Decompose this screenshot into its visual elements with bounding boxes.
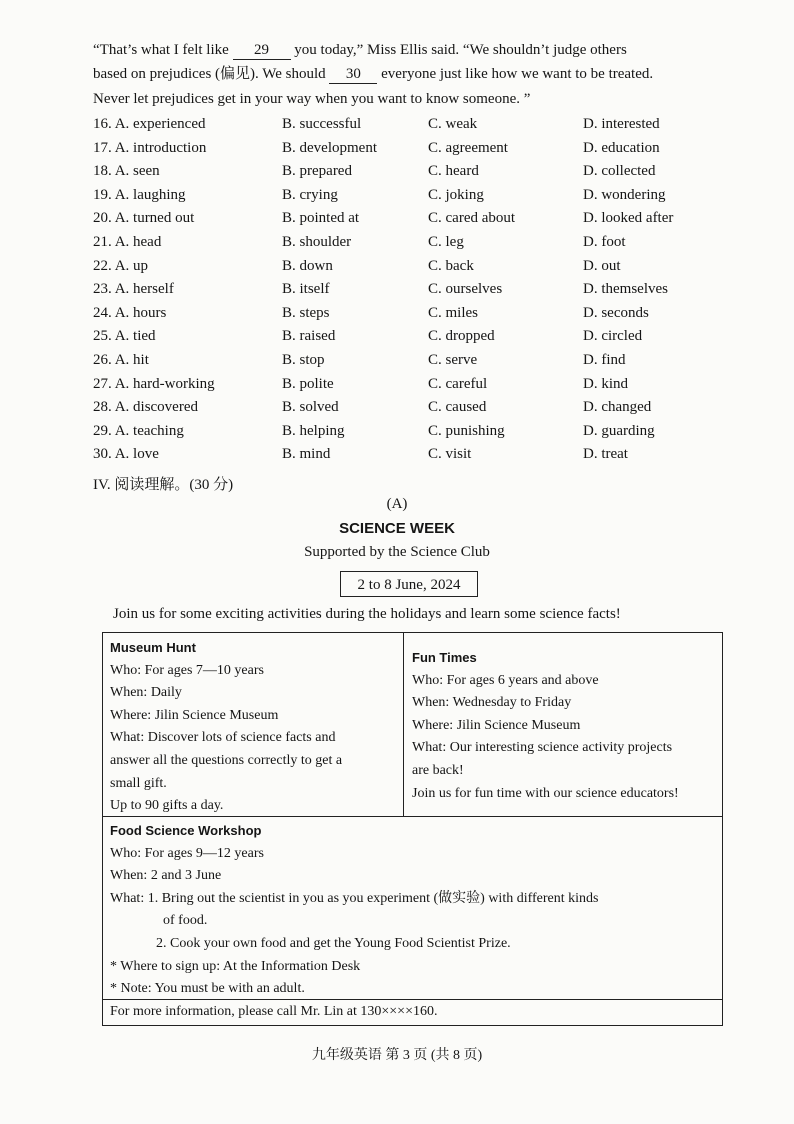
option-cell xyxy=(93,160,282,184)
museum-where: Where: Jilin Science Museum xyxy=(110,707,279,723)
subtitle: Supported by the Science Club xyxy=(304,544,490,560)
option-a: A. experienced xyxy=(114,116,206,132)
museum-what: What: Discover lots of science facts and xyxy=(110,730,336,746)
question-row xyxy=(93,207,733,231)
question-number: 27. xyxy=(93,375,112,392)
fun-when: When: Wednesday to Friday xyxy=(412,695,572,711)
dates-box: 2 to 8 June, 2024 xyxy=(340,571,478,597)
fun-what: What: Our interesting science activity projects xyxy=(412,740,673,756)
question-number: 25. xyxy=(93,328,112,345)
option-b: B. stop xyxy=(282,351,325,368)
option-c: C. back xyxy=(428,257,474,274)
question-number: 23. xyxy=(93,281,112,298)
question-number: 29. xyxy=(93,422,112,439)
option-a: A. hit xyxy=(114,351,149,368)
option-b: B. development xyxy=(282,139,377,156)
option-b: B. helping xyxy=(282,422,345,439)
option-c: C. punishing xyxy=(428,422,505,439)
question-row xyxy=(93,255,733,279)
fun-where: Where: Jilin Science Museum xyxy=(412,717,581,733)
option-cell xyxy=(93,207,282,231)
options-list xyxy=(93,113,733,467)
option-d: D. looked after xyxy=(583,210,674,227)
option-d: D. find xyxy=(583,351,626,368)
option-a: A. love xyxy=(114,446,159,463)
question-row xyxy=(93,349,733,373)
blank-29: 29 xyxy=(233,41,291,60)
question-number: 19. xyxy=(93,186,112,203)
option-cell xyxy=(93,325,282,349)
option-c: C. dropped xyxy=(428,328,495,345)
museum-who: Who: For ages 7—10 years xyxy=(110,662,264,678)
option-cell xyxy=(93,184,282,208)
option-a: A. up xyxy=(114,257,149,274)
option-c: C. serve xyxy=(428,351,478,368)
page-footer: 九年级英语 第 3 页 (共 8 页) xyxy=(311,1048,483,1063)
option-c: C. leg xyxy=(428,233,464,250)
question-row xyxy=(93,231,733,255)
passage-line-2 xyxy=(93,62,745,87)
option-cell xyxy=(93,443,282,467)
option-c: C. ourselves xyxy=(428,281,503,298)
section-heading: IV. 阅读理解。(30 分) xyxy=(93,477,234,493)
option-a: A. herself xyxy=(114,281,174,298)
page-title: SCIENCE WEEK xyxy=(339,520,455,537)
part-label: (A) xyxy=(386,496,408,512)
food-what-2: 2. Cook your own food and get the Young Food Scientist Prize. xyxy=(156,935,511,951)
option-cell xyxy=(93,349,282,373)
option-c: C. visit xyxy=(428,446,472,463)
option-b: B. mind xyxy=(282,446,331,463)
question-row xyxy=(93,396,733,420)
museum-what: answer all the questions correctly to get a xyxy=(110,752,343,768)
option-d: D. foot xyxy=(583,233,626,250)
option-b: B. polite xyxy=(282,375,334,392)
museum-what: small gift. xyxy=(110,775,167,791)
food-what-1: What: 1. Bring out the scientist in you as you experiment (做实验) with different kinds xyxy=(110,890,599,906)
question-row xyxy=(93,113,733,137)
option-d: D. guarding xyxy=(583,422,655,439)
question-row xyxy=(93,302,733,326)
food-note: * Note: You must be with an adult. xyxy=(110,981,305,997)
fun-what: are back! xyxy=(412,762,464,778)
option-c: C. cared about xyxy=(428,210,516,227)
option-a: A. seen xyxy=(114,163,160,180)
option-cell xyxy=(93,113,282,137)
option-d: D. interested xyxy=(583,116,660,132)
question-number: 28. xyxy=(93,399,112,416)
option-b: B. successful xyxy=(282,116,362,132)
option-a: A. hard-working xyxy=(114,375,215,392)
option-b: B. pointed at xyxy=(282,210,360,227)
fun-times-title: Fun Times xyxy=(412,650,477,665)
question-number: 21. xyxy=(93,233,112,250)
question-number: 17. xyxy=(93,139,112,156)
question-row xyxy=(93,278,733,302)
option-b: B. prepared xyxy=(282,163,352,180)
option-a: A. teaching xyxy=(114,422,184,439)
option-d: D. themselves xyxy=(583,281,668,298)
fun-who: Who: For ages 6 years and above xyxy=(412,672,599,688)
question-number: 26. xyxy=(93,351,112,368)
option-d: D. out xyxy=(583,257,621,274)
question-row xyxy=(93,137,733,161)
option-cell xyxy=(93,373,282,397)
option-b: B. itself xyxy=(282,281,330,298)
fun-join: Join us for fun time with our science educators! xyxy=(412,785,679,801)
option-b: B. down xyxy=(282,257,333,274)
option-c: C. weak xyxy=(428,116,478,132)
option-a: A. discovered xyxy=(114,399,198,416)
option-c: C. agreement xyxy=(428,139,508,156)
option-d: D. changed xyxy=(583,399,652,416)
option-d: D. seconds xyxy=(583,304,649,321)
question-number: 22. xyxy=(93,257,112,274)
option-b: B. raised xyxy=(282,328,336,345)
passage-text: you today,” Miss Ellis said. “We shouldn’t judge others xyxy=(294,42,627,58)
food-who: Who: For ages 9—12 years xyxy=(110,845,264,861)
museum-when: When: Daily xyxy=(110,685,182,701)
option-cell xyxy=(93,278,282,302)
question-row xyxy=(93,184,733,208)
option-a: A. turned out xyxy=(114,210,195,227)
question-number: 20. xyxy=(93,210,112,227)
option-d: D. kind xyxy=(583,375,628,392)
option-b: B. solved xyxy=(282,399,339,416)
option-cell xyxy=(93,396,282,420)
option-c: C. caused xyxy=(428,399,487,416)
intro-text: Join us for some exciting activities during the holidays and learn some science facts! xyxy=(113,606,621,622)
option-c: C. heard xyxy=(428,163,479,180)
divider xyxy=(403,633,404,816)
option-b: B. crying xyxy=(282,186,338,203)
passage-line-1 xyxy=(93,38,745,63)
question-number: 16. xyxy=(93,116,112,132)
food-workshop-cell xyxy=(110,820,720,1001)
option-cell xyxy=(93,420,282,444)
passage-text: everyone just like how we want to be treated. xyxy=(381,66,654,82)
option-a: A. laughing xyxy=(114,186,186,203)
option-a: A. hours xyxy=(114,304,167,321)
option-cell xyxy=(93,255,282,279)
food-signup: * Where to sign up: At the Information Desk xyxy=(110,958,361,974)
passage-text: based on prejudices (偏见). We should xyxy=(93,66,326,82)
option-c: C. careful xyxy=(428,375,488,392)
option-cell xyxy=(93,137,282,161)
question-number: 24. xyxy=(93,304,112,321)
museum-hunt-cell xyxy=(110,637,400,818)
option-a: A. introduction xyxy=(114,139,207,156)
option-c: C. joking xyxy=(428,186,484,203)
blank-30: 30 xyxy=(329,65,377,84)
events-table xyxy=(102,632,723,1026)
option-d: D. circled xyxy=(583,328,643,345)
question-number: 30. xyxy=(93,446,112,463)
option-c: C. miles xyxy=(428,304,479,321)
question-row xyxy=(93,443,733,467)
fun-times-cell xyxy=(412,647,722,805)
more-info: For more information, please call Mr. Lin at 130××××160. xyxy=(110,1004,438,1019)
option-cell xyxy=(93,302,282,326)
question-row xyxy=(93,420,733,444)
option-b: B. steps xyxy=(282,304,330,321)
option-a: A. tied xyxy=(114,328,156,345)
question-row xyxy=(93,160,733,184)
museum-gifts: Up to 90 gifts a day. xyxy=(110,798,224,814)
question-row xyxy=(93,373,733,397)
passage-line-3: Never let prejudices get in your way when you want to know someone. ” xyxy=(93,91,531,107)
option-d: D. treat xyxy=(583,446,628,463)
museum-hunt-title: Museum Hunt xyxy=(110,640,196,655)
option-d: D. collected xyxy=(583,163,656,180)
question-number: 18. xyxy=(93,163,112,180)
option-cell xyxy=(93,231,282,255)
passage-text: “That’s what I felt like xyxy=(93,42,229,58)
question-row xyxy=(93,325,733,349)
food-workshop-title: Food Science Workshop xyxy=(110,823,262,838)
option-d: D. education xyxy=(583,139,660,156)
option-d: D. wondering xyxy=(583,186,666,203)
option-a: A. head xyxy=(114,233,162,250)
food-what-1b: of food. xyxy=(163,913,208,929)
food-when: When: 2 and 3 June xyxy=(110,868,222,884)
option-b: B. shoulder xyxy=(282,233,352,250)
